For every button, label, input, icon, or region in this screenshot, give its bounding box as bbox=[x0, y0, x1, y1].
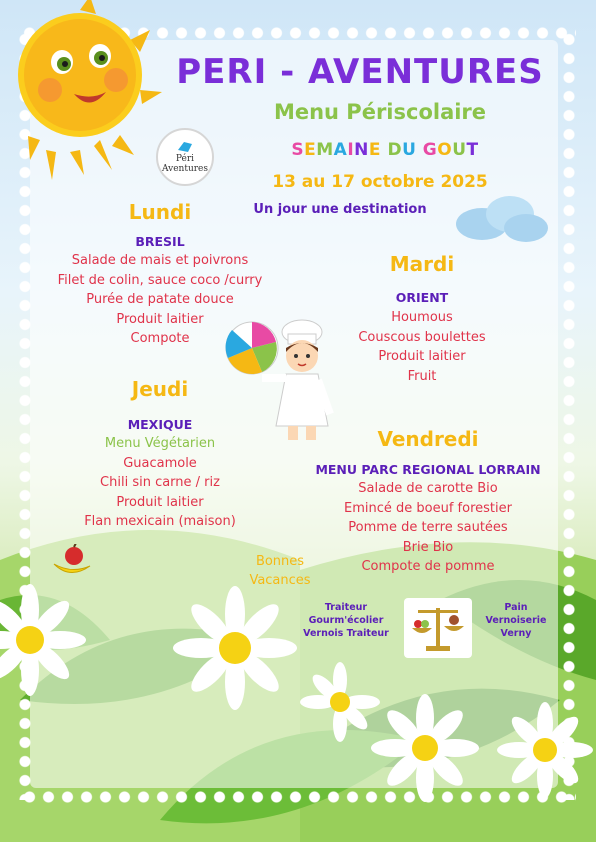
vegetarian-label: Menu Végétarien bbox=[104, 436, 216, 451]
menu-vendredi bbox=[300, 479, 556, 577]
dish: Compote bbox=[130, 331, 190, 346]
dish: Chili sin carne / riz bbox=[100, 475, 220, 490]
semaine-letter: T bbox=[466, 140, 479, 160]
dish: Guacamole bbox=[123, 455, 197, 471]
dish: Compote de pomme bbox=[361, 559, 495, 574]
semaine-letter: E bbox=[304, 140, 317, 160]
destination-mardi: ORIENT bbox=[395, 290, 449, 305]
dish: Flan mexicain (maison) bbox=[84, 514, 236, 529]
dish: Pomme de terre sautées bbox=[348, 520, 508, 535]
dish: Emincé de boeuf forestier bbox=[344, 500, 512, 516]
bonnes-text: Bonnes bbox=[255, 554, 305, 569]
destination-jeudi: MEXIQUE bbox=[127, 417, 193, 432]
destination-vendredi: MENU PARC REGIONAL LORRAIN bbox=[315, 462, 541, 477]
lace-border-bottom bbox=[20, 786, 576, 808]
daisy-2 bbox=[173, 586, 297, 710]
dish: Fruit bbox=[407, 368, 437, 384]
pain-line: Verny bbox=[500, 628, 532, 639]
date-range: 13 au 17 octobre 2025 bbox=[272, 172, 488, 192]
semaine-du-gout bbox=[230, 140, 540, 160]
semaine-letter: D bbox=[387, 140, 403, 160]
traiteur-line: Traiteur bbox=[324, 602, 368, 613]
peri-aventures-logo bbox=[156, 128, 214, 186]
cloud-icon bbox=[452, 190, 552, 246]
semaine-letter: I bbox=[347, 140, 355, 160]
semaine-letter: N bbox=[354, 140, 369, 160]
menu-jeudi bbox=[40, 434, 280, 532]
semaine-letter: G bbox=[422, 140, 438, 160]
pain-line: Vernoiserie bbox=[485, 615, 547, 626]
day-mardi: Mardi bbox=[389, 252, 455, 276]
tagline: Un jour une destination bbox=[253, 202, 427, 217]
dish: Couscous boulettes bbox=[358, 329, 486, 345]
semaine-letter: U bbox=[402, 140, 417, 160]
dish: Salade de mais et poivrons bbox=[71, 253, 249, 268]
menu-mardi bbox=[316, 308, 528, 386]
daisy-1 bbox=[0, 584, 86, 696]
page-title: PERI - AVENTURES bbox=[176, 52, 544, 92]
semaine-letter: A bbox=[333, 140, 348, 160]
page-subtitle: Menu Périscolaire bbox=[273, 100, 487, 124]
dish: Filet de colin, sauce coco /curry bbox=[57, 272, 263, 288]
dish: Houmous bbox=[391, 310, 453, 325]
semaine-letter: M bbox=[316, 140, 334, 160]
logo-text-2: Aventures bbox=[161, 164, 208, 174]
sun-icon bbox=[0, 0, 170, 190]
semaine-letter: S bbox=[291, 140, 305, 160]
dish: Produit laitier bbox=[116, 494, 204, 510]
semaine-letter: E bbox=[368, 140, 382, 160]
traiteur-line: Gourm'écolier bbox=[308, 615, 384, 626]
dish: Produit laitier bbox=[116, 311, 204, 327]
day-vendredi: Vendredi bbox=[377, 427, 479, 451]
dish: Brie Bio bbox=[402, 539, 454, 555]
daisy-5 bbox=[300, 662, 380, 742]
dish: Purée de patate douce bbox=[86, 292, 234, 307]
destination-lundi: BRESIL bbox=[135, 234, 185, 249]
semaine-letter: O bbox=[437, 140, 453, 160]
globe-icon bbox=[176, 140, 194, 154]
semaine-letter: U bbox=[452, 140, 467, 160]
day-jeudi: Jeudi bbox=[131, 377, 189, 401]
day-lundi: Lundi bbox=[128, 200, 192, 224]
traiteur-line: Vernois Traiteur bbox=[303, 628, 389, 639]
logo-text-1: Péri bbox=[175, 154, 195, 164]
dish: Salade de carotte Bio bbox=[358, 481, 498, 496]
pain-line: Pain bbox=[504, 602, 528, 613]
dish: Produit laitier bbox=[378, 349, 466, 364]
vacances-text: Vacances bbox=[249, 573, 311, 588]
daisy-4 bbox=[497, 702, 593, 798]
